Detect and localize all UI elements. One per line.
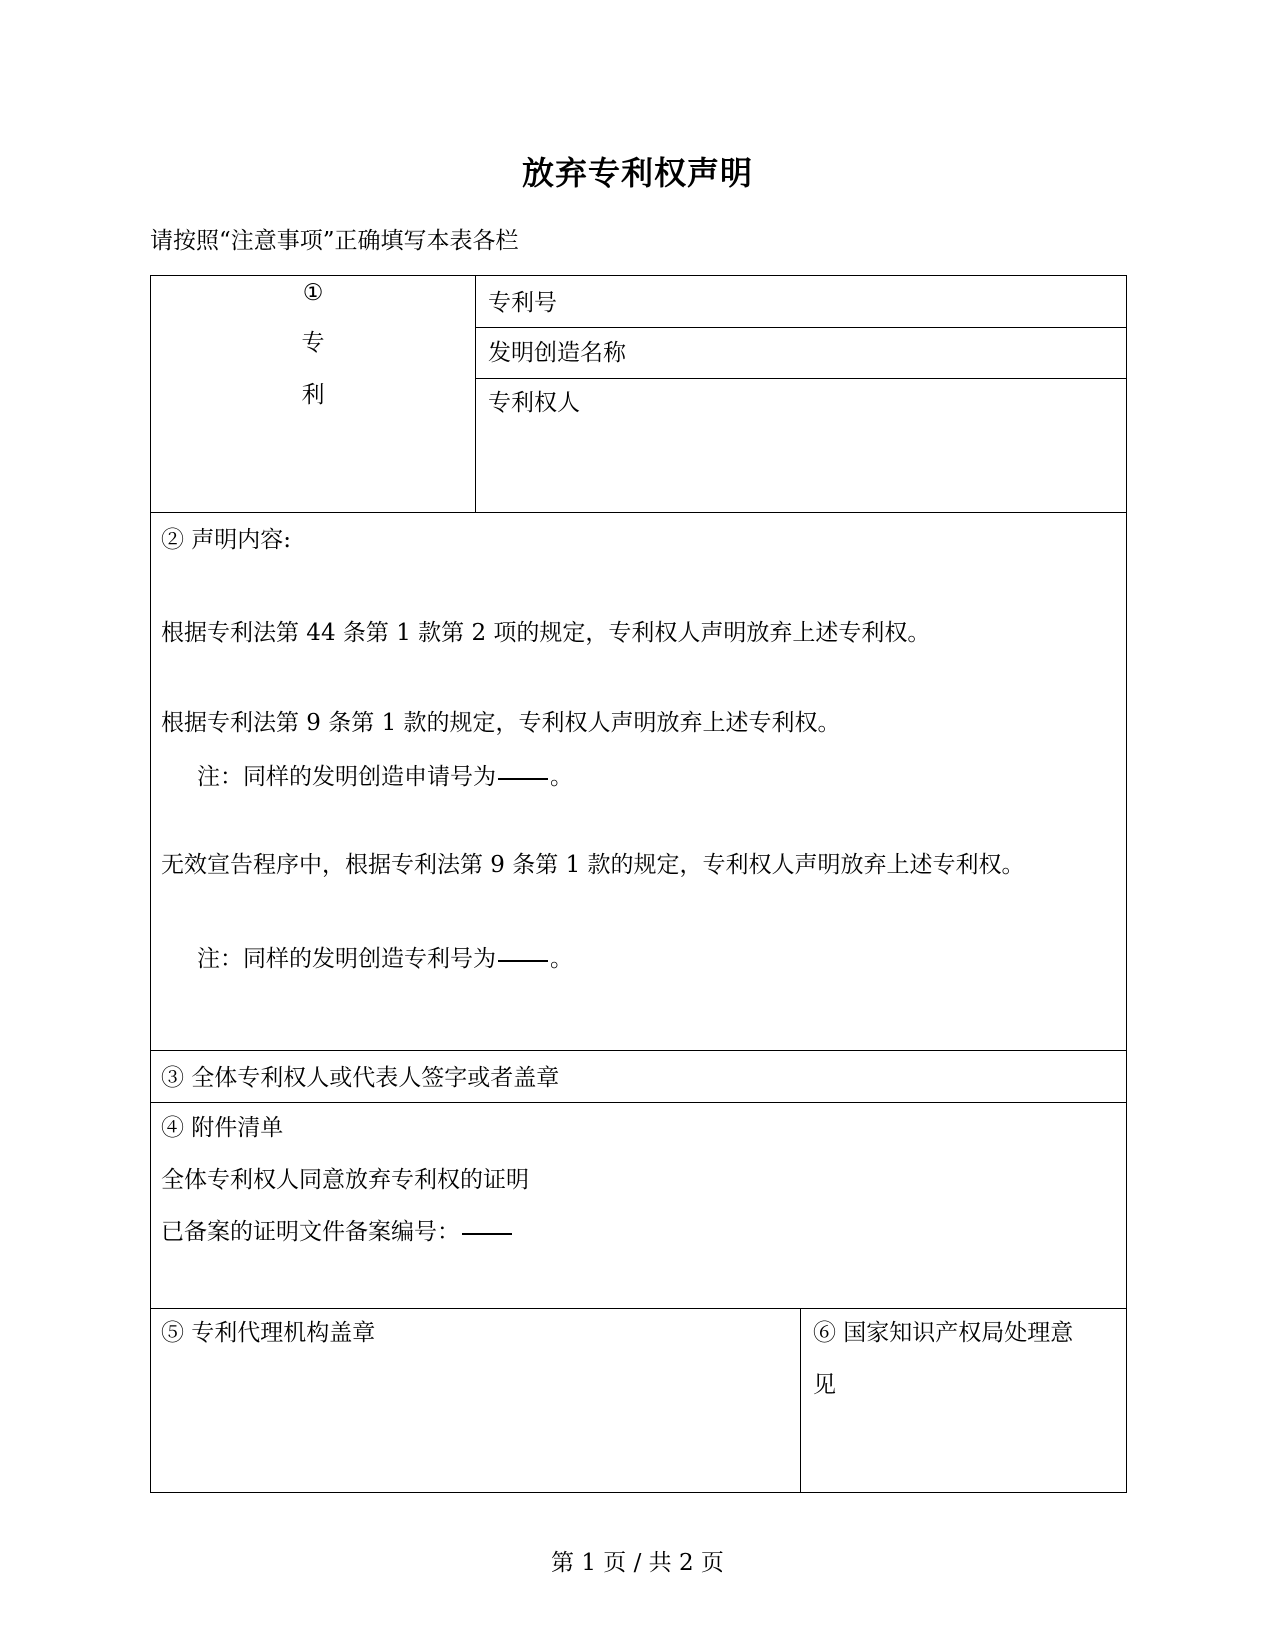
declaration-content-heading: ② 声明内容: <box>161 527 292 553</box>
attachment-item-filing <box>161 1213 514 1246</box>
cnipa-opinion-heading-line1: ⑥ 国家知识产权局处理意 <box>813 1320 1074 1346</box>
divider-section3-bottom <box>151 1102 1127 1103</box>
option-2-note <box>197 758 573 791</box>
filing-number-label: 已备案的证明文件备案编号： <box>161 1219 460 1245</box>
divider-patent-label <box>475 276 476 512</box>
option-3-note <box>197 940 573 973</box>
attachment-item-consent[interactable]: 全体专利权人同意放弃专利权的证明 <box>161 1167 529 1193</box>
section1-label-char-1: 专 <box>301 330 325 356</box>
declaration-option-1[interactable]: 根据专利法第 44 条第 1 款第 2 项的规定，专利权人声明放弃上述专利权。 <box>161 620 931 646</box>
section1-label-char-2: 利 <box>301 382 325 408</box>
filing-number-blank[interactable] <box>462 1233 512 1235</box>
signature-field[interactable]: ③ 全体专利权人或代表人签字或者盖章 <box>161 1065 560 1091</box>
declaration-option-2[interactable]: 根据专利法第 9 条第 1 款的规定，专利权人声明放弃上述专利权。 <box>161 710 841 736</box>
declaration-option-3[interactable]: 无效宣告程序中，根据专利法第 9 条第 1 款的规定，专利权人声明放弃上述专利权。 <box>161 852 1025 878</box>
note-text: 注：同样的发明创造申请号为 <box>197 764 496 790</box>
divider-section4-bottom <box>151 1308 1127 1309</box>
cnipa-opinion-heading-line2: 见 <box>813 1372 836 1398</box>
divider-section5-6 <box>800 1308 801 1493</box>
page-indicator: 第 1 页 / 共 2 页 <box>551 1550 724 1576</box>
application-number-blank[interactable] <box>498 778 548 780</box>
note-text: 注：同样的发明创造专利号为 <box>197 946 496 972</box>
section1-number: ① <box>302 280 324 306</box>
note-period: 。 <box>550 764 573 790</box>
fill-instruction: 请按照“注意事项”正确填写本表各栏 <box>150 228 519 254</box>
divider-section2-bottom <box>151 1050 1127 1051</box>
note-period: 。 <box>550 946 573 972</box>
invention-name-field[interactable]: 发明创造名称 <box>488 340 626 366</box>
attachments-heading: ④ 附件清单 <box>161 1115 284 1141</box>
document-title: 放弃专利权声明 <box>521 154 753 192</box>
declaration-form <box>150 275 1127 1493</box>
divider-patent-number <box>475 327 1127 328</box>
divider-section1-bottom <box>151 512 1127 513</box>
agency-seal-field[interactable]: ⑤ 专利代理机构盖章 <box>161 1320 376 1346</box>
patent-number-blank[interactable] <box>498 960 548 962</box>
divider-invention-name <box>475 378 1127 379</box>
patentee-field[interactable]: 专利权人 <box>488 390 580 416</box>
patent-number-field[interactable]: 专利号 <box>488 290 557 316</box>
